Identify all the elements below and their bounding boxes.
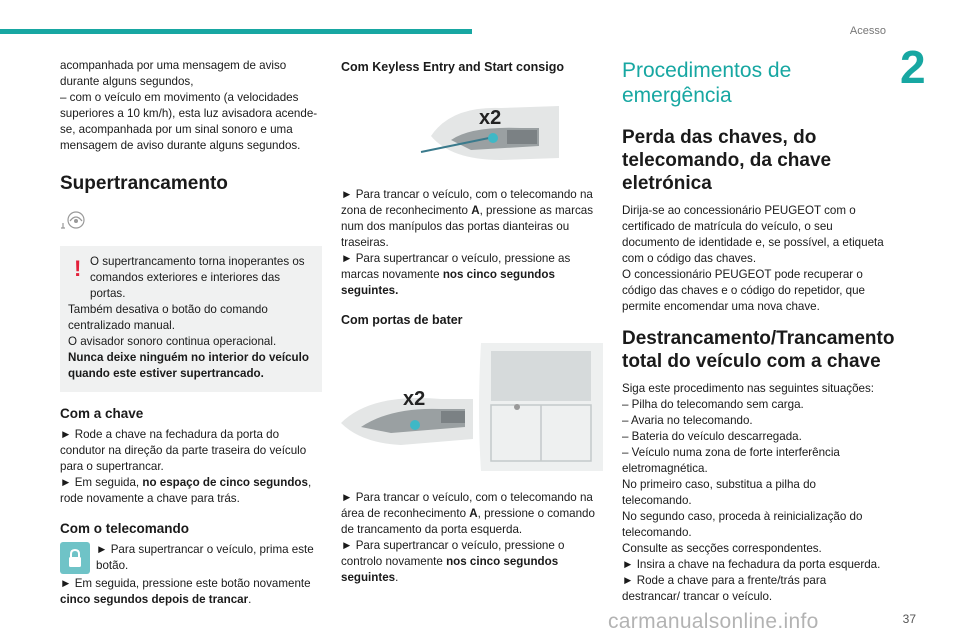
warning-line-1: O supertrancamento torna inoperantes os comandos exteriores e interiores das portas. (90, 255, 305, 300)
page-number: 37 (902, 612, 916, 626)
unlock-line: – Bateria do veículo descarregada. (622, 430, 802, 443)
x2-label-1: x2 (479, 107, 502, 129)
keyless-subtitle: Com Keyless Entry and Start consigo (341, 60, 564, 74)
doors-step-1a: ► Para trancar o veículo, com o telecomando na área de reconhecimento (341, 491, 593, 520)
remote-step-2 (60, 576, 322, 608)
section-name: Acesso (849, 25, 886, 37)
door-handle-illustration (411, 96, 561, 168)
unlock-line: Siga este procedimento nas seguintes situações: (622, 382, 874, 395)
car-alarm-icon (60, 209, 88, 231)
unlock-line: – Pilha do telecomando sem carga. (622, 398, 804, 411)
keyless-step-2 (341, 251, 603, 299)
doors-subtitle: Com portas de bater (341, 313, 463, 327)
lost-keys-p2: O concessionário PEUGEOT pode recuperar o código das chaves e o código do repetidor, que permite encomendar uma nova chave. (622, 268, 865, 313)
doors-step-1 (341, 490, 603, 538)
header-accent-bar (0, 29, 472, 34)
lost-keys-p1: Dirija-se ao concessionário PEUGEOT com o certificado de matrícula do veículo, o seu documento de identidade e, se possível, a etiqueta com o código das chaves. (622, 204, 884, 265)
intro-line-1: acompanhada por uma mensagem de aviso durante alguns segundos, (60, 59, 287, 88)
watermark: carmanualsonline.info (608, 610, 819, 633)
emergency-title: Procedimentos de emergência (622, 59, 792, 107)
chapter-number: 2 (900, 41, 926, 93)
keyless-step-1a: ► Para trancar o veículo, com o telecomando na zona de reconhecimento (341, 188, 593, 217)
unlock-line: ► Rode a chave para a frente/trás para destrancar/ trancar o veículo. (622, 574, 827, 603)
column-3 (622, 58, 895, 605)
key-step-2 (60, 475, 322, 507)
keyless-step-1c: , pressione as marcas num dos manípulos das portas dianteiras ou traseiras. (341, 204, 593, 249)
key-subtitle: Com a chave (60, 406, 144, 421)
doors-step-2a: ► Para supertrancar o veículo, pressione o controlo novamente (341, 539, 565, 568)
lost-keys-title: Perda das chaves, do telecomando, da chave eletrónica (622, 127, 832, 194)
keyless-step-2a: ► Para supertrancar o veículo, pressione as marcas novamente (341, 252, 571, 281)
warning-bold: Nunca deixe ninguém no interior do veículo quando este estiver supertrancado. (68, 351, 309, 380)
unlock-list (622, 381, 886, 605)
remote-step-row (60, 542, 322, 574)
key-step-2c: , rode novamente a chave para trás. (60, 476, 312, 505)
warning-line-3: O avisador sonoro continua operacional. (68, 335, 277, 348)
remote-step-2a: ► Em seguida, pressione este botão novamente (60, 577, 311, 590)
keyless-step-1b: A (471, 204, 480, 217)
doors-step-1b: A (469, 507, 478, 520)
doors-step-2 (341, 538, 603, 586)
van-rear-illustration (341, 343, 603, 471)
remote-step-1: ► Para supertrancar o veículo, prima este botão. (96, 543, 314, 572)
doors-step-2b: nos cinco segundos seguintes (341, 555, 559, 584)
lock-icon (60, 542, 90, 574)
doors-step-1c: , pressione o comando de trancamento da porta esquerda. (341, 507, 595, 536)
unlock-title: Destrancamento/Trancamento total do veículo com a chave (622, 328, 895, 372)
intro-line-2: – com o veículo em movimento (a velocidades superiores a 10 km/h), esta luz avisadora acende-se, acompanhada por um sinal sonoro e uma mensagem de aviso durante alguns segundos. (60, 91, 318, 152)
remote-step-2c: . (248, 593, 252, 606)
unlock-line: No segundo caso, proceda à reinicialização do telecomando. (622, 510, 863, 539)
x2-label-2: x2 (403, 388, 426, 410)
key-step-1: ► Rode a chave na fechadura da porta do condutor na direção da parte traseira do veículo para o supertrancar. (60, 428, 307, 473)
unlock-line: No primeiro caso, substitua a pilha do telecomando. (622, 478, 816, 507)
warning-line-4 (68, 350, 314, 382)
doors-step-2c: . (395, 571, 399, 584)
unlock-line: – Avaria no telecomando. (622, 414, 753, 427)
warning-icon: ! (74, 256, 82, 281)
unlock-line: – Veículo numa zona de forte interferência eletromagnética. (622, 446, 840, 475)
key-step-2a: ► Em seguida, (60, 476, 143, 489)
warning-line-2: Também desativa o botão do comando centralizado manual. (68, 303, 268, 332)
remote-subtitle: Com o telecomando (60, 521, 190, 536)
unlock-line: Consulte as secções correspondentes. (622, 542, 822, 555)
supertrancamento-title: Supertrancamento (60, 173, 228, 194)
remote-step-2b: cinco segundos depois de trancar (60, 593, 249, 606)
keyless-step-1 (341, 187, 603, 251)
column-1 (60, 58, 322, 608)
warning-box (60, 246, 322, 392)
unlock-line: ► Insira a chave na fechadura da porta esquerda. (622, 558, 881, 571)
column-2 (341, 58, 603, 586)
key-step-2b: no espaço de cinco segundos (142, 476, 308, 489)
keyless-step-2b: nos cinco segundos seguintes. (341, 268, 555, 297)
